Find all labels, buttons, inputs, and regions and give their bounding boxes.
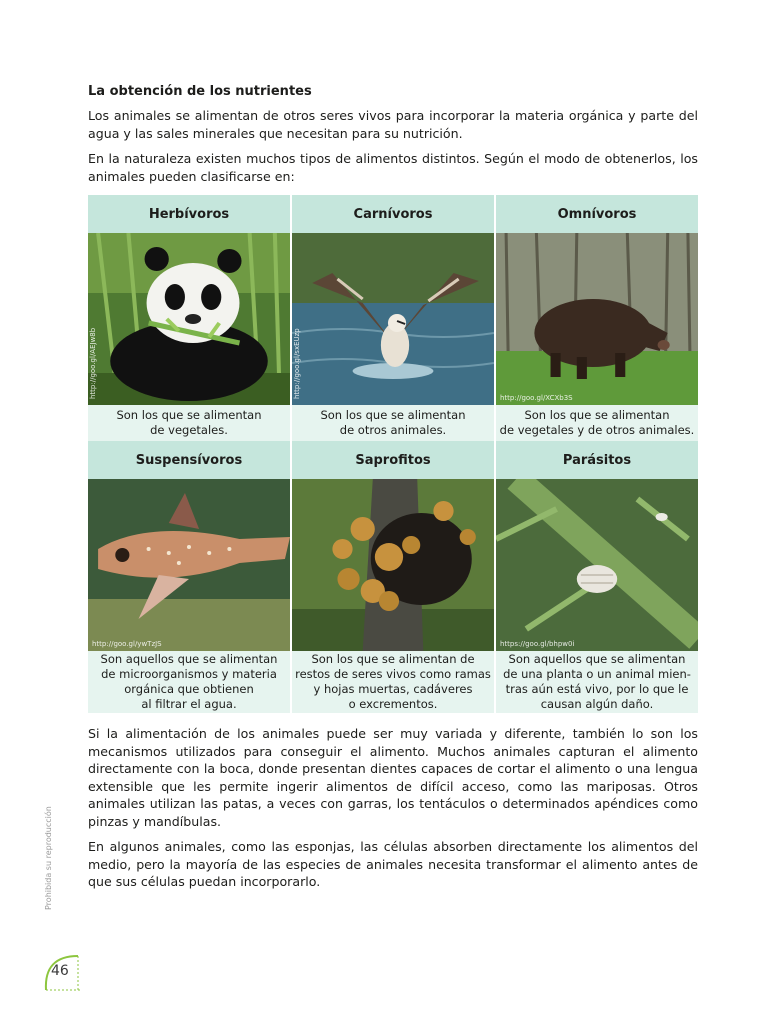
- caption-saprofitos: Son los que se alimentan de restos de seres vivos como ramas y hojas muertas, cadáveres o excrementos.: [292, 651, 494, 713]
- section-heading: La obtención de los nutrientes: [88, 84, 312, 99]
- intro-paragraph-2: En la naturaleza existen muchos tipos de alimentos distintos. Según el modo de obtenerlos, los animales pueden clasificarse en:: [88, 151, 698, 184]
- ratfish-photo: [88, 479, 290, 651]
- side-note: Prohibida su reproducción: [44, 806, 53, 910]
- body-paragraph-2: En algunos animales, como las esponjas, las células absorben directamente los alimentos del medio, pero la mayoría de las especies de animales necesita transformar el alimento antes de que sus células puedan incorporarlo.: [88, 839, 698, 889]
- caption-parasitos: Son aquellos que se alimentan de una planta o un animal mien- tras aún está vivo, por lo que le causan algún daño.: [496, 651, 698, 713]
- intro-paragraph-1: Los animales se alimentan de otros seres vivos para incorporar la materia orgánica y parte del agua y las sales minerales que necesitan para su nutrición.: [88, 108, 698, 141]
- header-suspensivoros: Suspensívoros: [88, 441, 290, 479]
- classification-table: [86, 195, 700, 713]
- boar-photo: [496, 233, 698, 405]
- page-content: [88, 84, 698, 899]
- photo-credit: https://goo.gl/bhpw0i: [500, 640, 575, 648]
- photo-credit: http://goo.gl/sxEUzp: [293, 328, 301, 399]
- page-number: [42, 952, 80, 990]
- body-paragraph-1: Si la alimentación de los animales puede ser muy variada y diferente, también lo son los mecanismos utilizados para conseguir el alimento. Muchos animales capturan el alimento directamente con la boca, donde presentan dientes capaces de cortar el alimento o una lengua extensible que les permite ingerir alimentos de difícil acceso, como las mariposas. Otros animales utilizan las patas, a veces con garras, los tentáculos o determinados apéndices como pinzas y mandíbulas.: [88, 726, 698, 829]
- header-omnivoros: Omnívoros: [496, 195, 698, 233]
- caption-herbivoros: Son los que se alimentan de vegetales.: [88, 405, 290, 441]
- caption-omnivoros: Son los que se alimentan de vegetales y de otros animales.: [496, 405, 698, 441]
- caption-suspensivoros: Son aquellos que se alimentan de microorganismos y materia orgánica que obtienen al filtrar el agua.: [88, 651, 290, 713]
- caption-carnivoros: Son los que se alimentan de otros animales.: [292, 405, 494, 441]
- header-parasitos: Parásitos: [496, 441, 698, 479]
- fungi-photo: [292, 479, 494, 651]
- photo-credit: http://goo.gl/ywTzJS: [92, 640, 162, 648]
- page-number-text: 46: [51, 963, 69, 979]
- header-saprofitos: Saprofitos: [292, 441, 494, 479]
- panda-photo: [88, 233, 290, 405]
- mealybug-photo: [496, 479, 698, 651]
- photo-credit: http://goo.gl/XCXb3S: [500, 394, 573, 402]
- osprey-photo: [292, 233, 494, 405]
- header-carnivoros: Carnívoros: [292, 195, 494, 233]
- header-herbivoros: Herbívoros: [88, 195, 290, 233]
- photo-credit: http://goo.gl/AEJw8b: [89, 327, 97, 399]
